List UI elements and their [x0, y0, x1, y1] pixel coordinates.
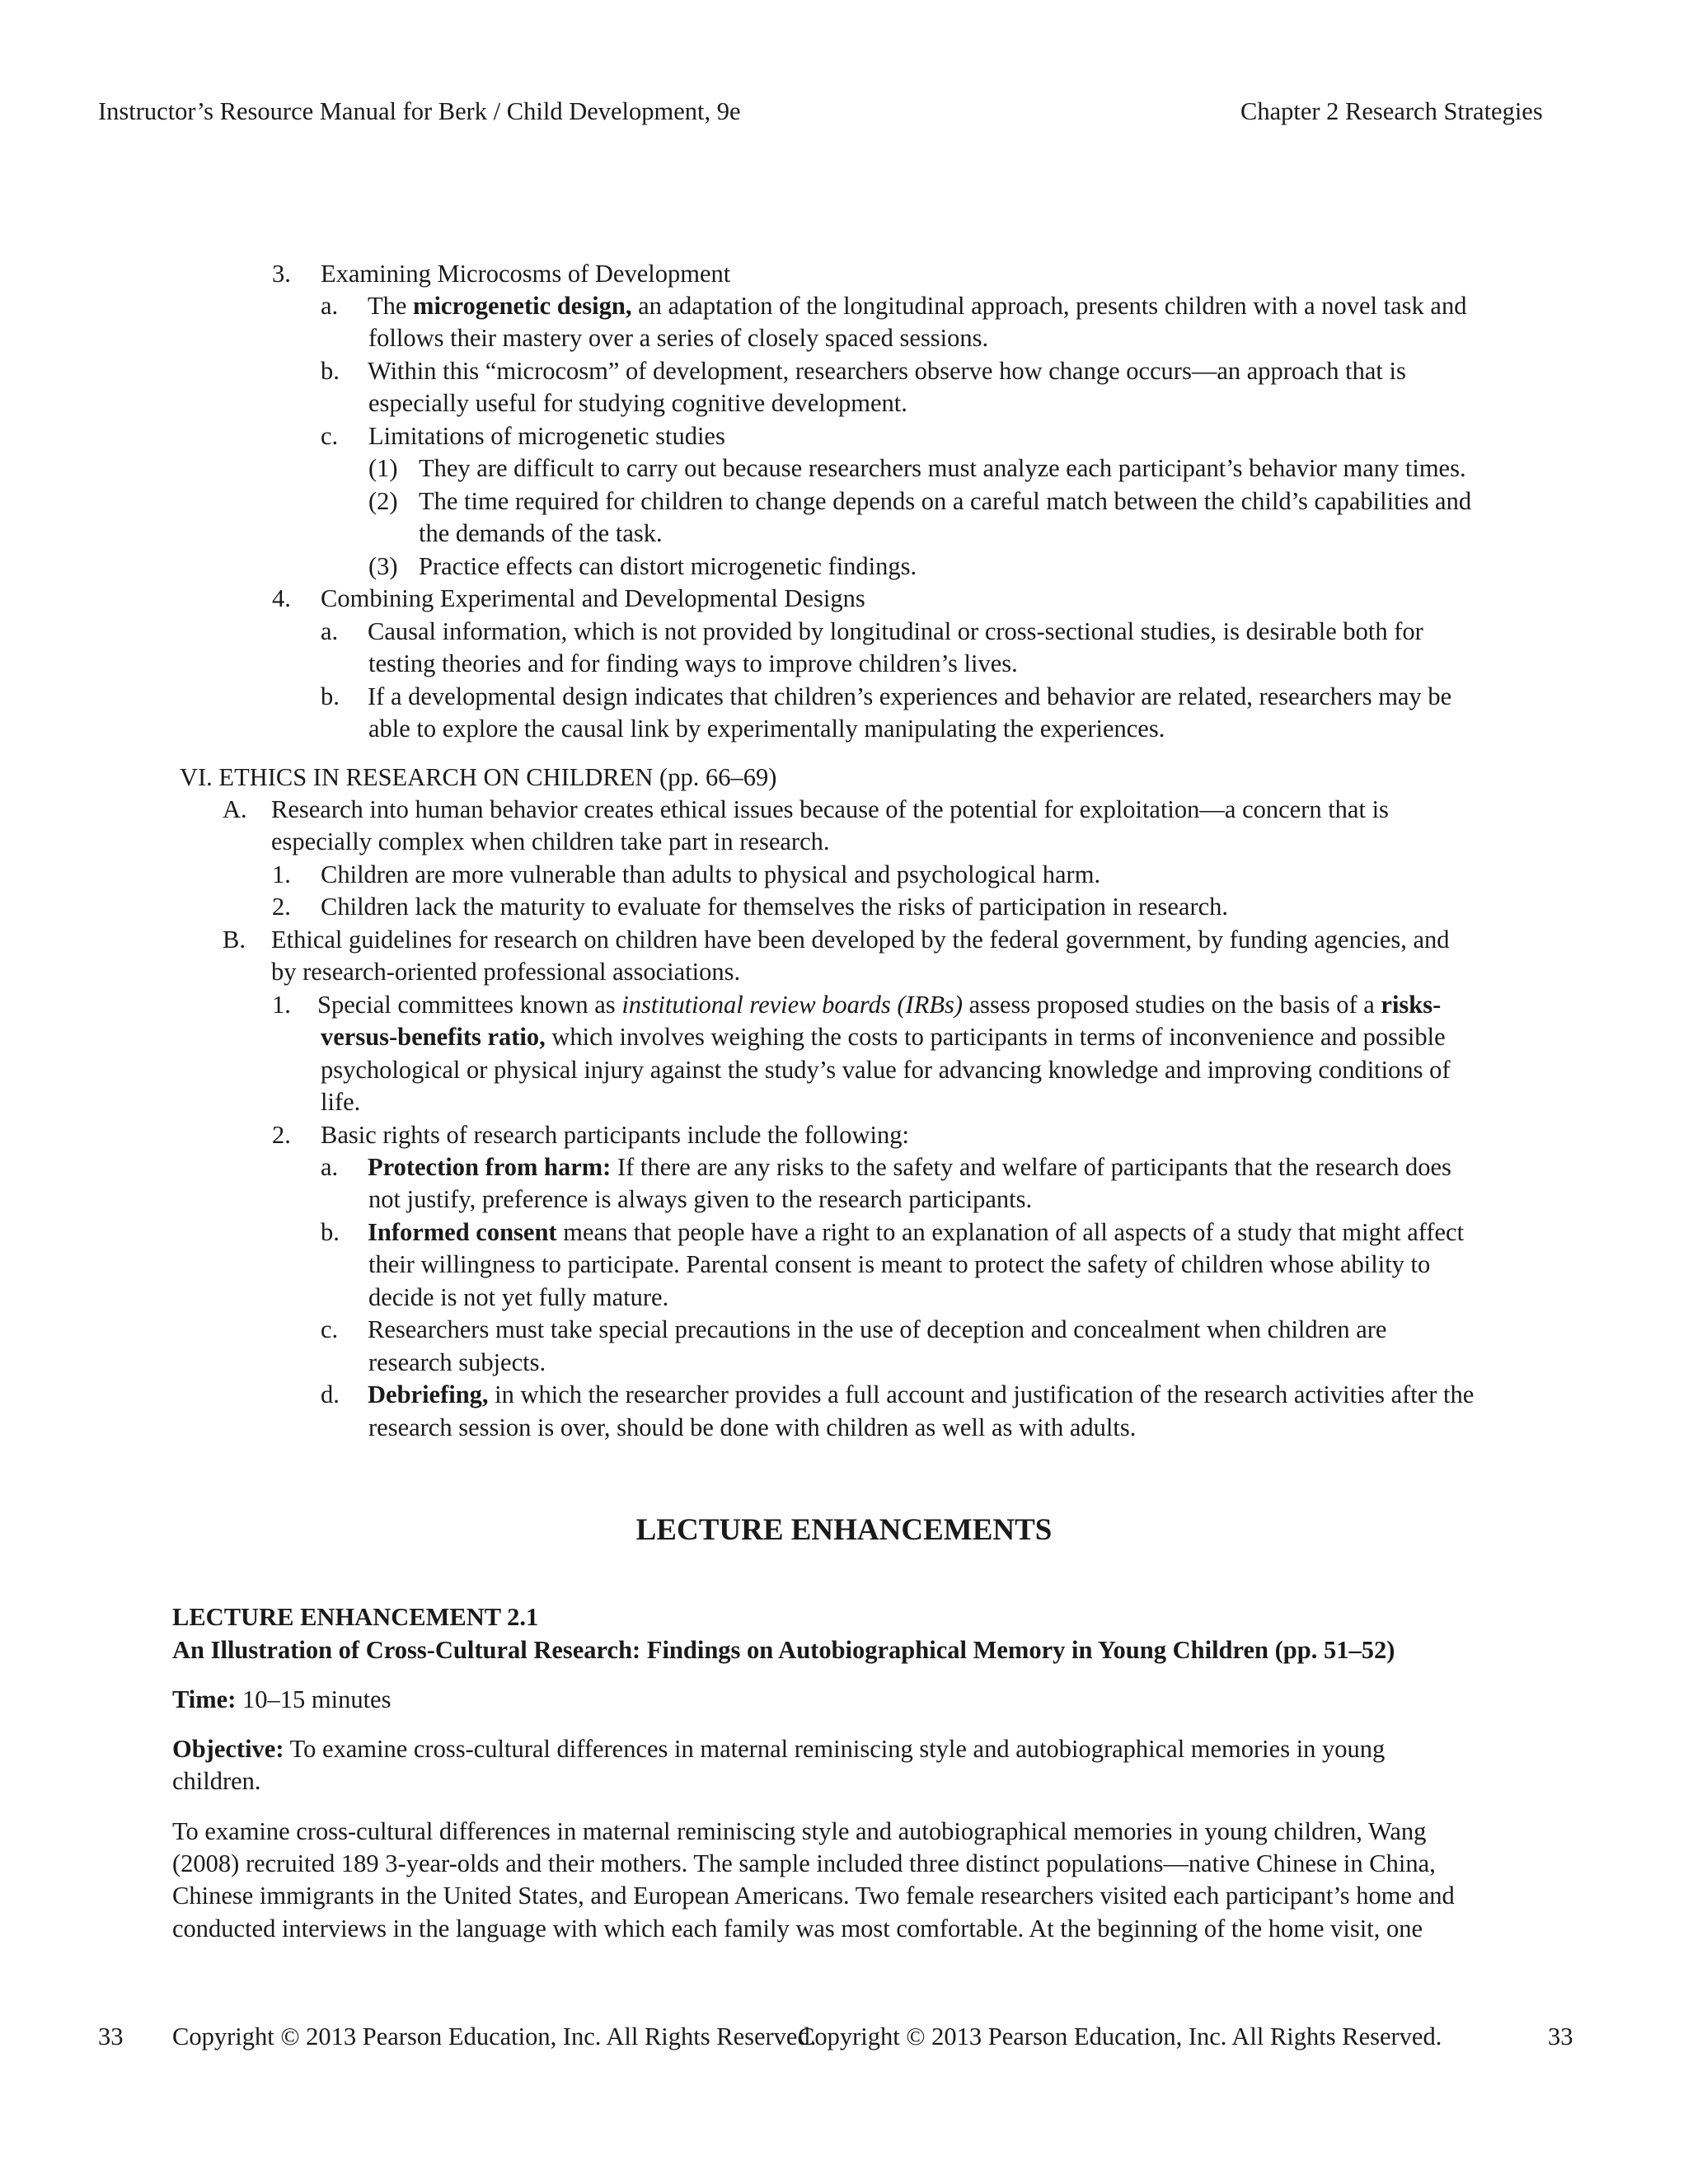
section-vi-b1-line-1: [317, 988, 1441, 1021]
term-risks: risks-: [1381, 991, 1442, 1019]
page-number-right: 33: [1548, 2022, 1573, 2050]
item-3b-marker: b.: [321, 357, 340, 385]
item-4a-marker: a.: [321, 617, 339, 645]
item-4b-line-1: If a developmental design indicates that children’s experiences and behavior are related, researchers may be: [368, 682, 1452, 710]
lecture-enhancement-title: An Illustration of Cross-Cultural Research: Findings on Autobiographical Memory in Young Children (pp. 51–52): [172, 1636, 1395, 1664]
item-3c-marker: c.: [321, 422, 339, 450]
time-label: Time:: [172, 1685, 237, 1713]
section-vi-b2d-line-1: [368, 1378, 1474, 1411]
item-3b-line-1: Within this “microcosm” of development, researchers observe how change occurs—an approach that is: [368, 357, 1406, 385]
item-4a-line-2: testing theories and for finding ways to improve children’s lives.: [368, 649, 1018, 677]
section-vi-b2c-marker: c.: [321, 1315, 339, 1343]
section-vi-b2b-line-1: [368, 1216, 1464, 1249]
section-vi-b2c-line-1: Researchers must take special precautions in the use of deception and concealment when children are: [368, 1315, 1387, 1343]
lecture-enhancements-heading: LECTURE ENHANCEMENTS: [635, 1513, 1053, 1547]
item-3-number: 3.: [272, 260, 291, 288]
section-vi-b2c-line-2: research subjects.: [368, 1348, 546, 1376]
time-value: 10–15 minutes: [236, 1685, 392, 1713]
section-vi-b2d-line-2: research session is over, should be done with children as well as with adults.: [368, 1413, 1137, 1441]
body-paragraph-line-3: Chinese immigrants in the United States, and European Americans. Two female researchers visited each participant’s home and: [172, 1882, 1455, 1910]
page-number-left: 33: [98, 2022, 124, 2050]
section-vi-b-line-1: Ethical guidelines for research on children have been developed by the federal government, by funding agencies, and: [271, 926, 1450, 954]
section-vi-b-line-2: by research-oriented professional associations.: [271, 958, 741, 986]
item-3-title: Examining Microcosms of Development: [321, 260, 731, 288]
text-run: assess proposed studies on the basis of a: [963, 991, 1381, 1019]
item-4a-line-1: Causal information, which is not provided by longitudinal or cross-sectional studies, is desirable both for: [368, 617, 1423, 645]
text-run: which involves weighing the costs to participants in terms of inconvenience and possible: [545, 1023, 1446, 1051]
section-vi-heading: VI. ETHICS IN RESEARCH ON CHILDREN (pp. 66–69): [180, 763, 777, 791]
text-run: in which the researcher provides a full account and justification of the research activities after the: [488, 1380, 1475, 1408]
section-vi-b1-line-4: life.: [321, 1088, 361, 1116]
running-header-right: Chapter 2 Research Strategies: [1240, 97, 1543, 125]
copyright-line-b: Copyright © 2013 Pearson Education, Inc. All Rights Reserved.: [798, 2022, 1442, 2050]
section-vi-b2b-line-2: their willingness to participate. Parental consent is meant to protect the safety of children whose ability to: [368, 1250, 1431, 1278]
section-vi-a-line-1: Research into human behavior creates ethical issues because of the potential for exploitation—a concern that is: [271, 795, 1389, 823]
item-3c2-marker: (2): [368, 487, 398, 515]
term-protection-from-harm: Protection from harm:: [368, 1153, 612, 1181]
section-vi-b1-line-2: [321, 1020, 1446, 1053]
section-vi-b-marker: B.: [223, 926, 246, 954]
section-vi-a2-line-1: Children lack the maturity to evaluate for themselves the risks of participation in research.: [321, 893, 1229, 921]
item-3c2-line-2: the demands of the task.: [419, 519, 663, 547]
section-vi-b1-line-3: psychological or physical injury against the study’s value for advancing knowledge and improving conditions of: [321, 1056, 1451, 1084]
term-versus-benefits-ratio: versus-benefits ratio,: [321, 1023, 546, 1051]
section-vi-b2a-marker: a.: [321, 1153, 339, 1181]
copyright-line-a: Copyright © 2013 Pearson Education, Inc. All Rights Reserved.: [172, 2022, 817, 2050]
body-paragraph-line-1: To examine cross-cultural differences in maternal reminiscing style and autobiographical memories in young children, Wang: [172, 1817, 1427, 1845]
time-line: [172, 1683, 391, 1716]
section-vi-a2-marker: 2.: [272, 893, 291, 921]
objective-label: Objective:: [172, 1735, 284, 1763]
section-vi-a1-line-1: Children are more vulnerable than adults to physical and psychological harm.: [321, 860, 1101, 888]
item-4b-marker: b.: [321, 682, 340, 710]
body-paragraph-line-2: (2008) recruited 189 3-year-olds and their mothers. The sample included three distinct populations—native Chinese in China,: [172, 1849, 1436, 1877]
text-run: an adaptation of the longitudinal approach, presents children with a novel task and: [631, 292, 1467, 320]
text-run: The: [368, 292, 414, 320]
item-3b-line-2: especially useful for studying cognitive development.: [368, 389, 907, 417]
item-4b-line-2: able to explore the causal link by experimentally manipulating the experiences.: [368, 715, 1165, 743]
section-vi-b2a-line-1: [368, 1151, 1451, 1183]
section-vi-b2b-marker: b.: [321, 1218, 340, 1246]
text-run: If there are any risks to the safety and welfare of participants that the research does: [611, 1153, 1451, 1181]
section-vi-a-marker: A.: [223, 795, 247, 823]
item-3c3-marker: (3): [368, 552, 398, 580]
objective-line-2: children.: [172, 1767, 261, 1795]
item-4-number: 4.: [272, 584, 291, 612]
lecture-enhancement-number: LECTURE ENHANCEMENT 2.1: [172, 1603, 539, 1631]
item-3a-line-1: [368, 289, 1466, 322]
section-vi-b2-marker: 2.: [272, 1121, 291, 1149]
item-3c1-line-1: They are difficult to carry out because researchers must analyze each participant’s behavior many times.: [419, 454, 1466, 482]
term-debriefing: Debriefing,: [368, 1380, 489, 1408]
term-informed-consent: Informed consent: [368, 1218, 557, 1246]
section-vi-b2a-line-2: not justify, preference is always given to the research participants.: [368, 1185, 1033, 1213]
section-vi-b2d-marker: d.: [321, 1380, 340, 1408]
item-3c1-marker: (1): [368, 454, 398, 482]
text-run: Special committees known as: [317, 991, 622, 1019]
term-irbs: institutional review boards (IRBs): [621, 991, 963, 1019]
item-3c2-line-1: The time required for children to change depends on a careful match between the child’s capabilities and: [419, 487, 1472, 515]
objective-text: To examine cross-cultural differences in maternal reminiscing style and autobiographical memories in young: [284, 1735, 1386, 1763]
item-3a-line-2: follows their mastery over a series of closely spaced sessions.: [368, 324, 989, 352]
section-vi-a-line-2: especially complex when children take part in research.: [271, 827, 830, 855]
body-paragraph-line-4: conducted interviews in the language with which each family was most comfortable. At the beginning of the home visit, one: [172, 1915, 1423, 1943]
term-microgenetic-design: microgenetic design,: [413, 292, 632, 320]
section-vi-b1-marker: 1.: [272, 991, 291, 1019]
section-vi-a1-marker: 1.: [272, 860, 291, 888]
item-4-title: Combining Experimental and Developmental Designs: [321, 584, 865, 612]
item-3a-marker: a.: [321, 292, 339, 320]
section-vi-b2b-line-3: decide is not yet fully mature.: [368, 1283, 669, 1311]
running-header-left: Instructor’s Resource Manual for Berk / Child Development, 9e: [98, 97, 741, 125]
item-3c-line-1: Limitations of microgenetic studies: [368, 422, 725, 450]
section-vi-b2-line-1: Basic rights of research participants include the following:: [321, 1121, 909, 1149]
item-3c3-line-1: Practice effects can distort microgenetic findings.: [419, 552, 917, 580]
objective-line-1: [172, 1732, 1385, 1765]
text-run: means that people have a right to an explanation of all aspects of a study that might affect: [556, 1218, 1465, 1246]
